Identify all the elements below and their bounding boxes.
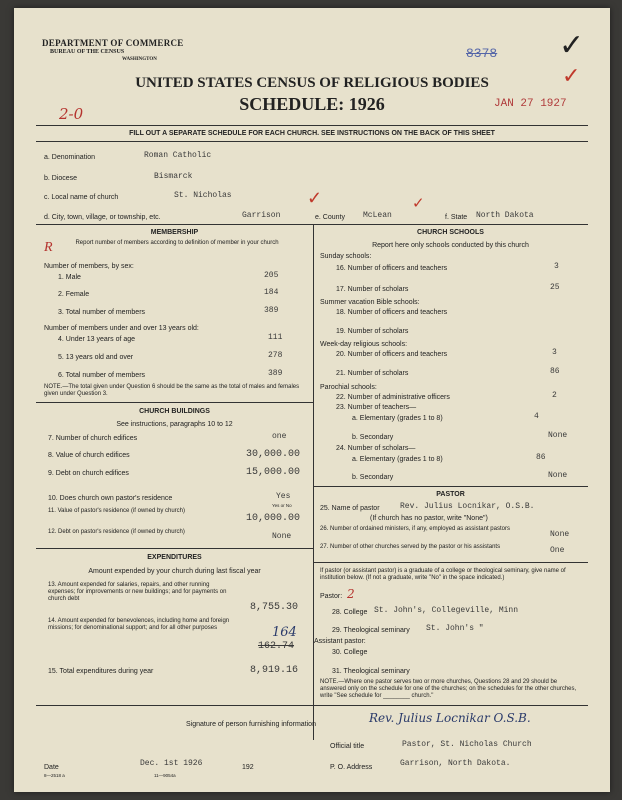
q11-label: 11. Value of pastor's residence (if owned by church)	[48, 508, 185, 514]
summer-label: Summer vacation Bible schools:	[320, 299, 420, 306]
rule	[313, 562, 588, 563]
year-suffix: 192	[242, 764, 254, 771]
form-title: UNITED STATES CENSUS OF RELIGIOUS BODIES	[135, 75, 489, 91]
q18-label: 18. Number of officers and teachers	[336, 309, 448, 316]
bureau-heading: BUREAU OF THE CENSUS	[50, 49, 125, 55]
q25-value[interactable]: Rev. Julius Locnikar, O.S.B.	[400, 502, 535, 511]
female-count[interactable]: 184	[264, 288, 279, 297]
denomination-label: a. Denomination	[44, 154, 95, 161]
q20-label: 20. Number of officers and teachers	[336, 351, 448, 358]
q24a-value[interactable]: 86	[536, 453, 546, 462]
male-label: 1. Male	[58, 274, 81, 281]
q29-label: 29. Theological seminary	[332, 627, 410, 634]
official-title-label: Official title	[330, 743, 365, 750]
handwritten-number: 2-0	[59, 105, 84, 123]
q7-label: 7. Number of church edifices	[48, 435, 138, 442]
denomination-field[interactable]: Roman Catholic	[144, 151, 212, 160]
q14-correction: 164	[272, 625, 297, 640]
q8-label: 8. Value of church edifices	[48, 452, 130, 459]
q10-label: 10. Does church own pastor's residence	[48, 495, 173, 502]
sunday-label: Sunday schools:	[320, 253, 372, 260]
q26-label: 26. Number of ordained ministers, if any, employed as assistant pastors	[320, 526, 510, 532]
expenditures-title: EXPENDITURES	[147, 554, 202, 561]
q19-label: 19. Number of scholars	[336, 328, 409, 335]
q10-hint: Yes or No	[272, 503, 292, 508]
state-label: f. State	[445, 214, 468, 221]
rule	[36, 548, 313, 549]
column-divider	[313, 224, 314, 740]
rule	[313, 486, 588, 487]
schedule-title: SCHEDULE: 1926	[239, 94, 385, 114]
address-label: P. O. Address	[330, 764, 373, 771]
membership-note: NOTE.—The total given under Question 6 should be the same as the total of males and females given under Question 3.	[44, 384, 300, 397]
membership-title: MEMBERSHIP	[150, 229, 199, 236]
q23a-value[interactable]: 4	[534, 412, 539, 421]
q16-value[interactable]: 3	[554, 262, 559, 271]
red-check-mark-icon: ✓	[307, 188, 323, 208]
received-date-stamp: JAN 27 1927	[494, 98, 567, 110]
department-heading: DEPARTMENT OF COMMERCE	[42, 38, 184, 48]
q24a-label: a. Elementary (grades 1 to 8)	[352, 456, 443, 463]
rule	[36, 705, 588, 706]
q23a-label: a. Elementary (grades 1 to 8)	[352, 415, 443, 422]
total-count[interactable]: 389	[264, 306, 279, 315]
signature-label: Signature of person furnishing information	[186, 721, 316, 728]
stamp-number: 8378	[466, 46, 498, 61]
q30-label: 30. College	[332, 649, 368, 656]
check-mark-icon: ✓	[559, 29, 585, 62]
pastor-note: NOTE.—Where one pastor serves two or more churches, Questions 28 and 29 should be answered only on the schedule for one of the churches; on the schedules for the other churches, write "See schedule for ________ church."	[320, 679, 577, 699]
state-field[interactable]: North Dakota	[476, 211, 534, 220]
q29-value[interactable]: St. John's "	[426, 624, 484, 633]
q25-label: 25. Name of pastor	[320, 505, 380, 512]
total-label: 3. Total number of members	[58, 309, 146, 316]
over13-count[interactable]: 278	[268, 351, 283, 360]
red-check-mark-icon: ✓	[562, 63, 581, 88]
schools-title: CHURCH SCHOOLS	[417, 229, 484, 236]
q27-value[interactable]: One	[550, 546, 565, 555]
q8-value[interactable]: 30,000.00	[246, 449, 301, 460]
q21-label: 21. Number of scholars	[336, 370, 409, 377]
q24b-label: b. Secondary	[352, 474, 394, 481]
q27-label: 27. Number of other churches served by the pastor or his assistants	[320, 544, 501, 550]
q22-value[interactable]: 2	[552, 391, 557, 400]
rule	[36, 125, 588, 126]
q23-label: 23. Number of teachers—	[336, 404, 417, 411]
under13-count[interactable]: 111	[268, 333, 283, 342]
q24-label: 24. Number of scholars—	[336, 445, 416, 452]
city-label: d. City, town, village, or township, etc.	[44, 214, 161, 221]
assistant-sublabel: Assistant pastor:	[314, 638, 366, 645]
college-note: If pastor (or assistant pastor) is a graduate of a college or theological seminary, give name of institution below. (If not a graduate, write "No" in the space indicated.)	[320, 568, 566, 581]
date-label: Date	[44, 764, 59, 771]
census-schedule-sheet	[14, 8, 610, 792]
q23b-label: b. Secondary	[352, 434, 394, 441]
form-code-2: 11—9054a	[154, 773, 176, 778]
female-label: 2. Female	[58, 291, 90, 298]
q24b-value[interactable]: None	[548, 471, 568, 480]
pastor-title: PASTOR	[436, 491, 465, 498]
city-heading: WASHINGTON	[122, 57, 157, 62]
q10-value[interactable]: Yes	[276, 492, 291, 501]
rule	[36, 402, 313, 403]
church-name-label: c. Local name of church	[44, 194, 119, 201]
buildings-subtitle: See instructions, paragraphs 10 to 12	[116, 421, 233, 428]
county-label: e. County	[315, 214, 345, 221]
q20-value[interactable]: 3	[552, 348, 557, 357]
date-value[interactable]: Dec. 1st 1926	[140, 759, 203, 768]
red-check-mark-icon: ✓	[412, 196, 425, 212]
q13-value[interactable]: 8,755.30	[250, 602, 299, 613]
church-name-field[interactable]: St. Nicholas	[174, 191, 232, 200]
q15-label: 15. Total expenditures during year	[48, 668, 154, 675]
total6-count[interactable]: 389	[268, 369, 283, 378]
q15-value[interactable]: 8,919.16	[250, 665, 299, 676]
schools-intro: Report here only schools conducted by this church	[372, 242, 529, 249]
q26-value[interactable]: None	[550, 530, 570, 539]
weekday-label: Week-day religious schools:	[320, 341, 408, 348]
county-field[interactable]: McLean	[363, 211, 392, 220]
q12-label: 12. Debt on pastor's residence (if owned by church)	[48, 529, 185, 535]
q23b-value[interactable]: None	[548, 431, 568, 440]
parochial-label: Parochial schools:	[320, 384, 377, 391]
expenditures-subtitle: Amount expended by your church during last fiscal year	[88, 568, 261, 575]
q17-label: 17. Number of scholars	[336, 286, 409, 293]
rule	[36, 141, 588, 142]
q17-value[interactable]: 25	[550, 283, 560, 292]
address-value[interactable]: Garrison, North Dakota.	[400, 759, 511, 768]
buildings-title: CHURCH BUILDINGS	[139, 408, 210, 415]
pastor-handwritten-mark: 2	[347, 587, 355, 601]
q25-hint: (If church has no pastor, write "None")	[370, 515, 488, 522]
diocese-label: b. Diocese	[44, 175, 78, 182]
q16-label: 16. Number of officers and teachers	[336, 265, 448, 272]
q11-value[interactable]: 10,000.00	[246, 513, 301, 524]
q28-label: 28. College	[332, 609, 368, 616]
diocese-field[interactable]: Bismarck	[154, 172, 193, 181]
q28-value[interactable]: St. John's, Collegeville, Minn	[374, 606, 519, 615]
official-title-value[interactable]: Pastor, St. Nicholas Church	[402, 740, 532, 749]
q13-label: 13. Amount expended for salaries, repairs, and other running expenses; for improvements or new buildings; and for payments on church debt	[48, 582, 227, 602]
over13-label: 5. 13 years old and over	[58, 354, 134, 361]
q14-label: 14. Amount expended for benevolences, including home and foreign missions; for denominational support; and for all other purposes	[48, 618, 230, 631]
q21-value[interactable]: 86	[550, 367, 560, 376]
city-field[interactable]: Garrison	[242, 211, 281, 220]
form-code: 8—2518 a	[44, 773, 65, 778]
male-count[interactable]: 205	[264, 271, 279, 280]
under13-label: 4. Under 13 years of age	[58, 336, 136, 343]
margin-mark: R	[44, 240, 53, 255]
q9-label: 9. Debt on church edifices	[48, 470, 129, 477]
q12-value[interactable]: None	[272, 532, 292, 541]
total6-label: 6. Total number of members	[58, 372, 146, 379]
q9-value[interactable]: 15,000.00	[246, 467, 301, 478]
q22-label: 22. Number of administrative officers	[336, 394, 450, 401]
by-sex-label: Number of members, by sex:	[44, 263, 134, 270]
rule	[36, 224, 588, 225]
q7-value[interactable]: one	[272, 432, 287, 441]
q31-label: 31. Theological seminary	[332, 668, 410, 675]
pastor-sublabel: Pastor:	[320, 593, 343, 600]
instruction-line: FILL OUT A SEPARATE SCHEDULE FOR EACH CHURCH. SEE INSTRUCTIONS ON THE BACK OF THIS SHEET	[129, 130, 495, 137]
membership-intro: Report number of members according to definition of member in your church	[75, 240, 279, 246]
signature[interactable]: Rev. Julius Locnikar O.S.B.	[369, 711, 531, 725]
age-intro: Number of members under and over 13 years old:	[44, 325, 199, 332]
q14-value[interactable]: 162.74	[258, 641, 295, 652]
